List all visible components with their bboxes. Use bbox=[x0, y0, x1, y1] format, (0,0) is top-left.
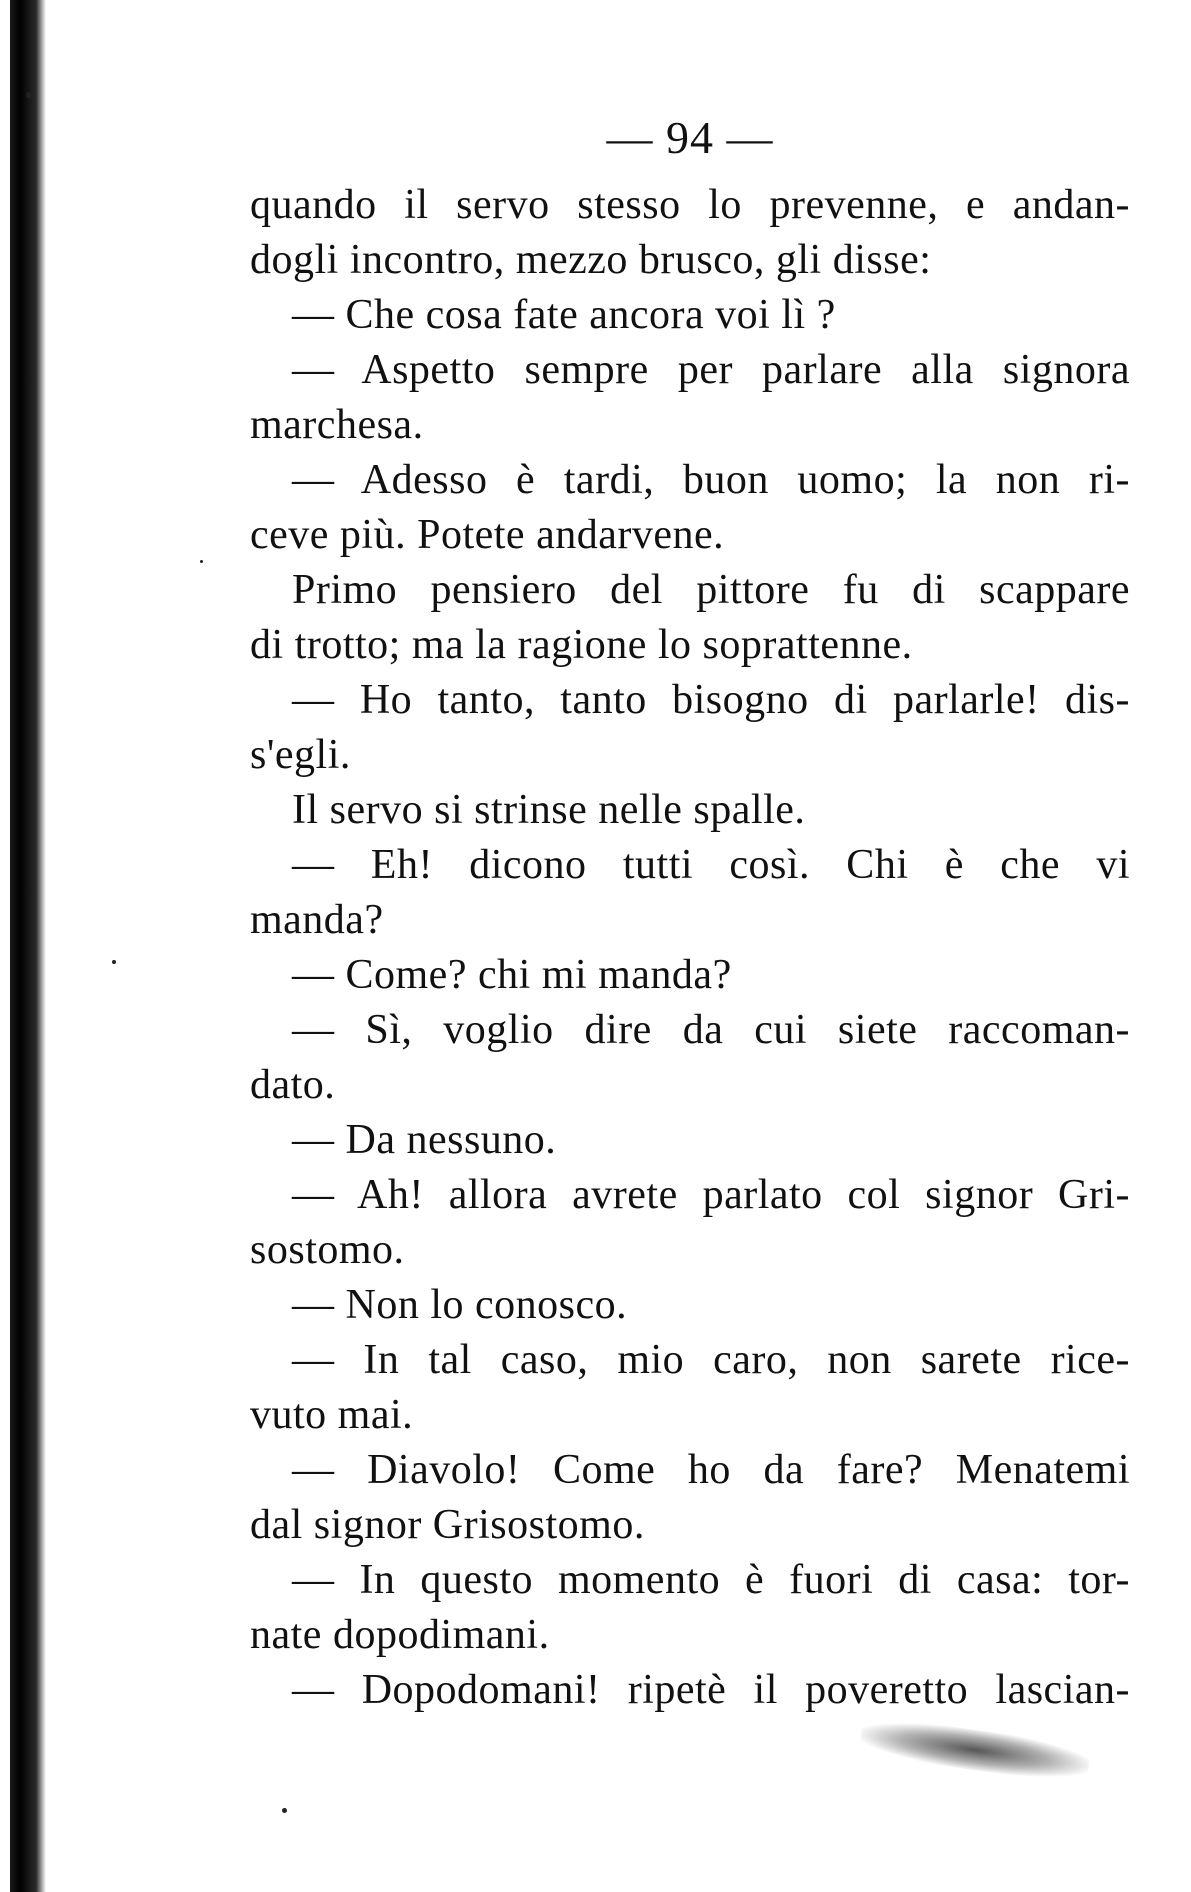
page-binding-edge bbox=[0, 0, 46, 1892]
text-line: — Aspetto sempre per parlare alla signora bbox=[292, 347, 1130, 393]
text-line: s'egli. bbox=[250, 732, 351, 778]
text-line: — Come? chi mi manda? bbox=[292, 952, 732, 998]
text-line: — Adesso è tardi, buon uomo; la non ri- bbox=[292, 457, 1130, 503]
page-number: — 94 — bbox=[606, 112, 774, 163]
paper-speck bbox=[112, 960, 116, 964]
text-line: — Non lo conosco. bbox=[292, 1282, 628, 1328]
text-line: — Eh! dicono tutti così. Chi è che vi bbox=[292, 842, 1130, 888]
text-line: dogli incontro, mezzo brusco, gli disse: bbox=[250, 237, 932, 283]
paper-speck bbox=[200, 560, 203, 563]
text-line: — In questo momento è fuori di casa: tor- bbox=[292, 1557, 1130, 1603]
text-line: dato. bbox=[250, 1062, 336, 1108]
text-line: sostomo. bbox=[250, 1227, 405, 1273]
paper-speck bbox=[282, 1808, 287, 1813]
text-line: — Sì, voglio dire da cui siete raccoman- bbox=[292, 1007, 1130, 1053]
text-line: vuto mai. bbox=[250, 1392, 414, 1438]
text-line: — Diavolo! Come ho da fare? Menatemi bbox=[292, 1447, 1130, 1493]
paper-speck bbox=[26, 92, 32, 98]
text-line: — In tal caso, mio caro, non sarete rice- bbox=[292, 1337, 1130, 1383]
text-line: marchesa. bbox=[250, 402, 424, 448]
text-line: ceve più. Potete andarvene. bbox=[250, 512, 725, 558]
text-line: nate dopodimani. bbox=[250, 1612, 550, 1658]
ink-smudge bbox=[858, 1714, 1091, 1786]
text-line: dal signor Grisostomo. bbox=[250, 1502, 645, 1548]
text-line: manda? bbox=[250, 897, 384, 943]
book-page bbox=[250, 110, 1130, 1718]
text-line: — Da nessuno. bbox=[292, 1117, 557, 1163]
text-line: — Che cosa fate ancora voi lì ? bbox=[292, 292, 836, 338]
text-line: — Dopodomani! ripetè il poveretto lascian- bbox=[292, 1667, 1130, 1713]
text-line: quando il servo stesso lo prevenne, e andan- bbox=[250, 182, 1130, 228]
text-line: Primo pensiero del pittore fu di scappare bbox=[292, 567, 1130, 613]
text-line: Il servo si strinse nelle spalle. bbox=[292, 787, 806, 833]
text-line: di trotto; ma la ragione lo soprattenne. bbox=[250, 622, 913, 668]
text-line: — Ho tanto, tanto bisogno di parlarle! dis- bbox=[292, 677, 1130, 723]
text-line: — Ah! allora avrete parlato col signor Gri- bbox=[292, 1172, 1130, 1218]
